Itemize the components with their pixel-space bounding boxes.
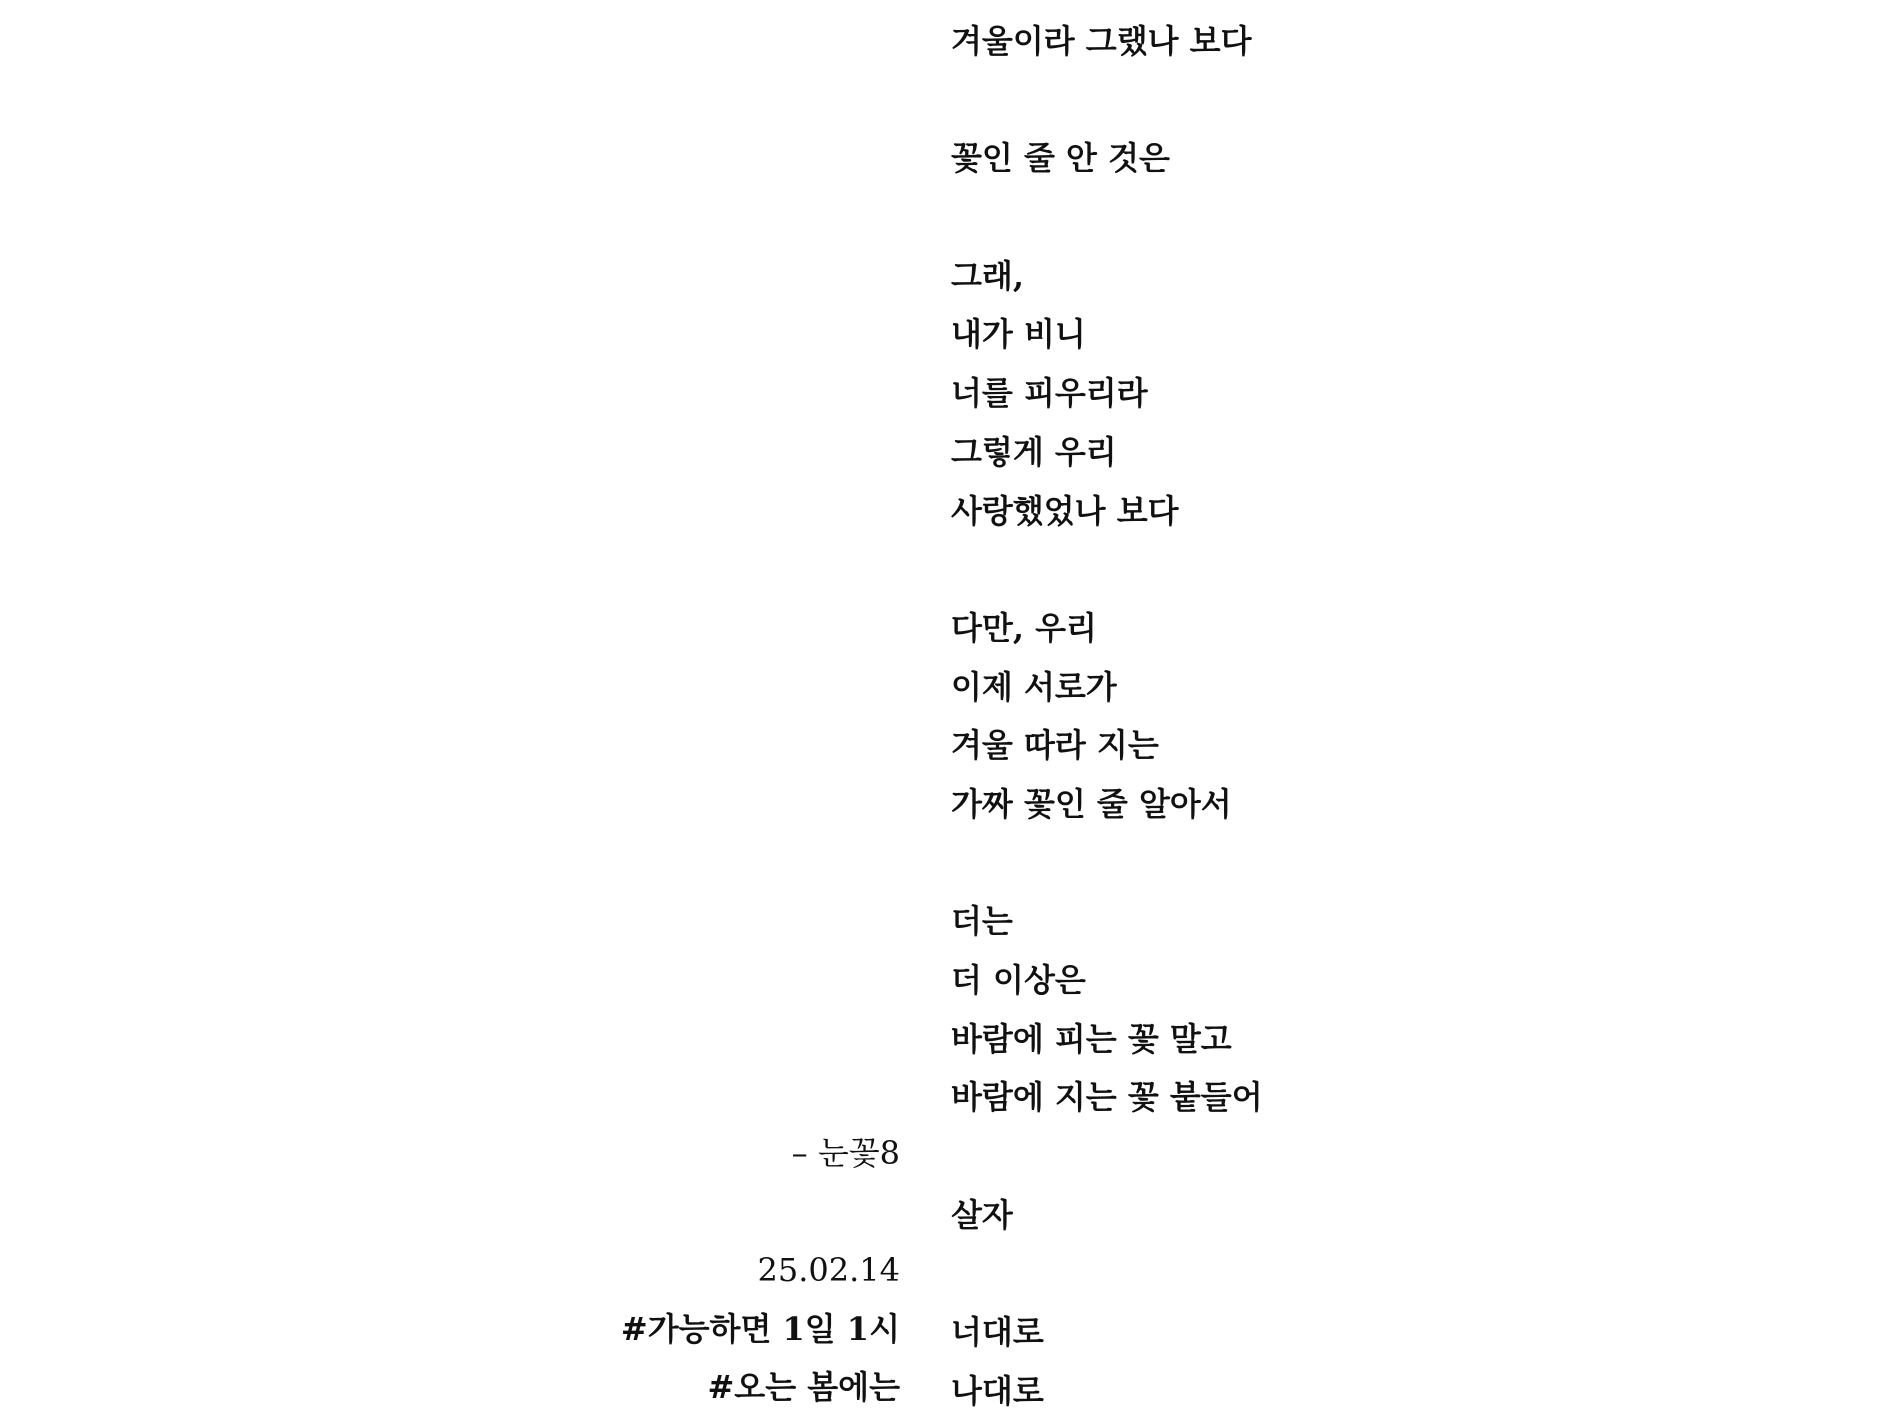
hashtag: #오는 봄에는 — [707, 1368, 900, 1406]
poem-line — [951, 540, 1263, 599]
poem-line: 바람에 피는 꽃 말고 — [951, 1019, 1232, 1058]
poem-line: 나대로 — [951, 1371, 1044, 1410]
poem-line: 더는 — [951, 902, 1013, 941]
poem-line: 이제 서로가 — [951, 667, 1117, 706]
poem-line — [951, 1244, 1263, 1303]
author-signature: – 눈꽃8 — [791, 1134, 900, 1172]
poem-line: 그래, — [951, 256, 1024, 295]
poem-line: 가짜 꽃인 줄 알아서 — [951, 784, 1232, 823]
poem-line: 그렇게 우리 — [951, 432, 1117, 471]
poem-line: 내가 비니 — [951, 315, 1086, 354]
poem-body — [951, 12, 1263, 1421]
poem-line: 너대로 — [951, 1313, 1044, 1352]
poem-line: 겨울이라 그랬나 보다 — [951, 22, 1252, 60]
poem-line — [951, 834, 1263, 893]
poem-line: 다만, 우리 — [951, 608, 1097, 647]
poem-line: 바람에 지는 꽃 붙들어 — [951, 1078, 1263, 1117]
poem-line: 너를 피우리라 — [951, 374, 1148, 413]
post-date: 25.02.14 — [757, 1251, 900, 1289]
poem-line: 살자 — [951, 1195, 1013, 1234]
poem-line: 더 이상은 — [951, 961, 1086, 999]
poem-line — [951, 188, 1263, 247]
poem-line: 사랑했었나 보다 — [951, 491, 1179, 530]
poem-line: 꽃인 줄 안 것은 — [951, 139, 1170, 178]
poem-line: 겨울 따라 지는 — [951, 726, 1159, 765]
hashtag: #가능하면 1일 1시 — [620, 1310, 900, 1348]
poem-line — [951, 1127, 1263, 1186]
poem-line — [951, 71, 1263, 130]
